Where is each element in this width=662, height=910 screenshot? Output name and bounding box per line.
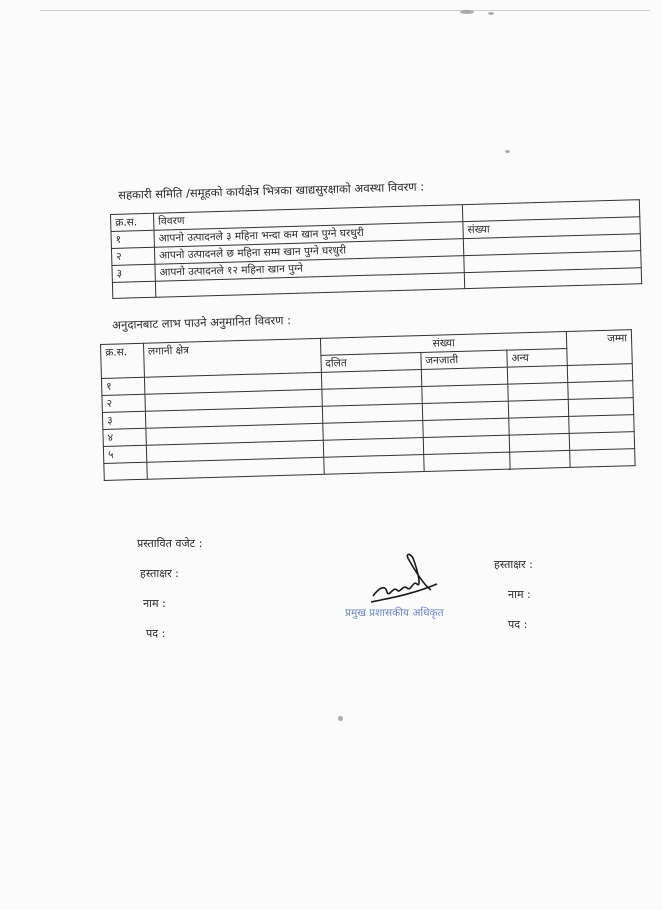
row-desc: आपनो उत्पादनले १२ महिना खान पुग्ने [155, 256, 464, 282]
header-count: संख्या [463, 217, 640, 239]
row-sn [112, 281, 155, 298]
header-sn: क्र.स. [101, 343, 145, 378]
left-post-label: पद : [146, 627, 166, 640]
smudge-mark [488, 12, 494, 15]
header-count: संख्या [320, 331, 567, 355]
header-dalit: दलित [321, 353, 421, 373]
left-name-label: नाम : [143, 597, 166, 610]
page-top-edge [40, 10, 650, 11]
header-sn: क्र.स. [111, 213, 154, 231]
header-sector: लगानी क्षेत्र [143, 338, 321, 377]
row-sn: ४ [103, 428, 146, 446]
row-desc: आपनो उत्पादनले ३ महिना भन्दा कम खान पुग्ने घरधुरी [154, 222, 463, 248]
left-signature-label: हस्ताक्षर : [140, 567, 179, 580]
official-stamp: प्रमुख प्रशासकीय अधिकृत [345, 607, 444, 619]
row-desc: आपनो उत्पादनले छ महिना सम्म खान पुग्ने घरधुरी [154, 239, 463, 265]
right-name-label: नाम : [508, 588, 531, 601]
right-signature-label: हस्ताक्षर : [494, 558, 533, 571]
header-desc: विवरण [153, 205, 462, 231]
handwritten-signature [365, 550, 445, 610]
beneficiary-table [100, 329, 636, 481]
smudge-mark [460, 10, 474, 14]
row-sn: ५ [103, 445, 146, 463]
row-sn: ३ [112, 264, 155, 282]
smudge-mark [505, 150, 510, 153]
header-other: अन्य [507, 348, 568, 367]
row-sn: ३ [102, 411, 145, 429]
right-post-label: पद : [508, 618, 528, 631]
header-janajati: जनजाती [421, 350, 508, 369]
food-security-table [110, 199, 642, 299]
header-total: जम्मा [567, 330, 632, 366]
budget-label: प्रस्तावित वजेट : [137, 537, 203, 550]
row-sn: २ [102, 394, 145, 412]
row-sn: १ [111, 230, 154, 248]
section2-title: अनुदानबाट लाभ पाउने अनुमानित विवरण : [112, 313, 292, 332]
section1-title: सहकारी समिति /समूहको कार्यक्षेत्र भित्रका खाद्यसुरक्षाको अवस्था विवरण : [118, 179, 425, 202]
row-sn: २ [111, 247, 154, 265]
row-sn: १ [101, 377, 144, 395]
smudge-mark [338, 716, 343, 721]
